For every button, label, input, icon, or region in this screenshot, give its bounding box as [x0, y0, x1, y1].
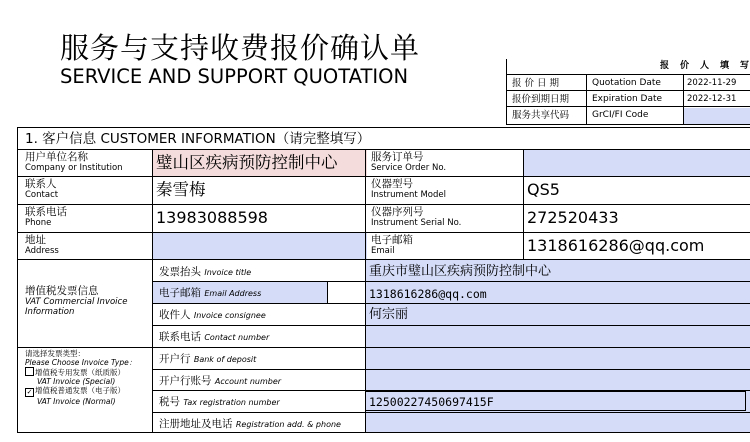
quotation-date-label: 报 价 日 期: [512, 78, 560, 89]
contact-value[interactable]: 秦雪梅: [156, 180, 206, 199]
bank-label: 开户行 Bank of deposit: [159, 353, 257, 365]
expiration-date-label: 报价到期日期: [512, 94, 570, 105]
contact-label: 联系人 Contact: [25, 178, 59, 200]
quotation-heading: 报 价 人 填 写: [659, 61, 750, 71]
consignee-label: 收件人 Invoice consignee: [159, 309, 266, 321]
tax-number-box: [365, 391, 746, 411]
invoice-title-value[interactable]: 重庆市璧山区疾病预防控制中心: [369, 264, 552, 279]
tax-number-value[interactable]: 12500227450697415F: [369, 395, 494, 409]
phone-value[interactable]: 13983088598: [156, 208, 268, 227]
company-label: 用户单位名称 Company or Institution: [25, 151, 123, 173]
invoice-option-normal[interactable]: ✓ 增值税普通发票（电子版）: [26, 386, 125, 396]
email-label: 电子邮箱 Email: [371, 234, 413, 256]
model-label: 仪器型号 Instrument Model: [371, 178, 446, 200]
account-label: 开户行账号 Account number: [159, 375, 282, 387]
serial-label: 仪器序列号 Instrument Serial No.: [371, 206, 462, 228]
checkbox-special[interactable]: [25, 367, 34, 376]
invoice-type-chooser: 请选择发票类型： Please Choose Invoice Type： 增值税专用发票（纸质版） VAT Invoice (Special) ✓ 增值税普通发票（电子版） VAT Invoice (Normal): [25, 349, 152, 406]
section-title: 1. 客户信息 CUSTOMER INFORMATION（请完整填写）: [25, 131, 371, 147]
serial-value[interactable]: 272520433: [527, 208, 619, 227]
vat-email-label: 电子邮箱 Email Address: [159, 287, 262, 299]
model-value[interactable]: QS5: [527, 180, 560, 199]
address-label: 地址 Address: [25, 234, 59, 256]
vat-info-label: 增值税发票信息 VAT Commercial Invoice Information: [25, 285, 128, 317]
service-order-label: 服务订单号 Service Order No.: [371, 151, 447, 173]
expiration-date-label-en: Expiration Date: [592, 94, 663, 104]
contact-number-label: 联系电话 Contact number: [159, 331, 270, 343]
shared-code-label-en: GrCI/FI Code: [592, 110, 649, 120]
phone-label: 联系电话 Phone: [25, 206, 67, 228]
checkbox-normal[interactable]: ✓: [26, 388, 33, 396]
page-title-cn: 服务与支持收费报价确认单: [60, 31, 421, 65]
quotation-date-label-en: Quotation Date: [592, 78, 661, 88]
address-value-bg: [152, 233, 367, 259]
shared-code-value: [687, 108, 750, 123]
consignee-value[interactable]: 何宗丽: [369, 307, 409, 322]
company-value[interactable]: 璧山区疾病预防控制中心: [156, 153, 338, 172]
email-value[interactable]: 1318616286@qq.com: [527, 236, 705, 255]
registration-label: 注册地址及电话 Registration add. & phone: [159, 418, 341, 430]
shared-code-label: 服务共享代码: [512, 110, 570, 121]
tax-number-label: 税号 Tax registration number: [159, 396, 280, 408]
quotation-box: [506, 59, 750, 125]
invoice-title-label: 发票抬头 Invoice title: [159, 266, 252, 278]
service-order-value-bg: [523, 150, 750, 176]
customer-info-table: [17, 127, 750, 433]
expiration-date-value: 2022-12-31: [687, 94, 737, 104]
vat-email-value[interactable]: 1318616286@qq.com: [369, 287, 487, 301]
quotation-date-value: 2022-11-29: [687, 78, 737, 88]
invoice-option-special[interactable]: 增值税专用发票（纸质版）: [25, 367, 152, 377]
page-title-en: SERVICE AND SUPPORT QUOTATION: [60, 65, 409, 88]
